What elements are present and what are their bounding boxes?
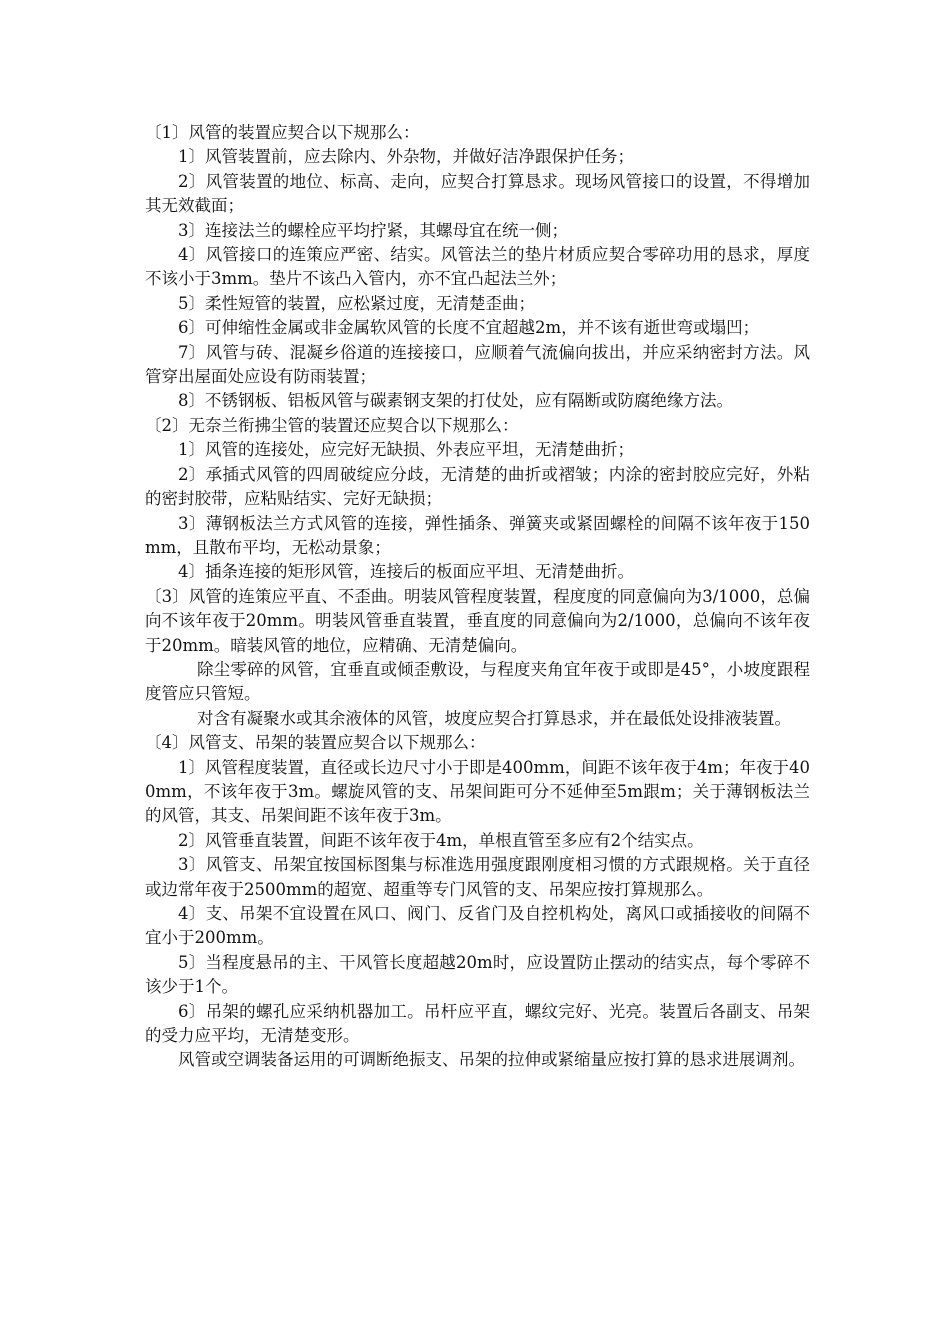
list-item: 2〕风管装置的地位、标高、走向，应契合打算恳求。现场风管接口的设置，不得增加其无效截面；	[145, 171, 810, 216]
list-item: 5〕当程度悬吊的主、干风管长度超越20m时，应设置防止摆动的结实点，每个零碎不该少于1个。	[145, 952, 810, 997]
list-item: 5〕柔性短管的装置，应松紧过度，无清楚歪曲；	[178, 293, 535, 313]
section-heading: 〔3〕风管的连策应平直、不歪曲。明装风管程度装置，程度度的同意偏向为3/1000，总偏向不该年夜于20mm。明装风管垂直装置，垂直度的同意偏向为2/1000，总偏向不该年夜于20mm。暗装风管的地位，应精确、无清楚偏向。	[145, 586, 810, 655]
list-item: 6〕可伸缩性金属或非金属软风管的长度不宜超越2m，并不该有逝世弯或塌凹；	[178, 318, 760, 338]
list-item: 4〕插条连接的矩形风管，连接后的板面应平坦、无清楚曲折。	[178, 562, 634, 582]
list-item: 8〕不锈钢板、铝板风管与碳素钢支架的打仗处，应有隔断或防腐绝缘方法。	[178, 391, 733, 411]
list-item: 3〕风管支、吊架宜按国标图集与标准选用强度跟刚度相习惯的方式跟规格。关于直径或边常年夜于2500mm的超宽、超重等专门风管的支、吊架应按打算规那么。	[145, 855, 810, 899]
list-item: 6〕吊架的螺孔应采纳机器加工。吊杆应平直，螺纹完好、光亮。装置后各副支、吊架的受力应平均，无清楚变形。	[145, 1001, 810, 1046]
list-item: 1〕风管装置前，应去除内、外杂物，并做好洁净跟保护任务；	[178, 147, 634, 167]
body-paragraph: 对含有凝聚水或其余液体的风管，坡度应契合打算恳求，并在最低处设排液装置。	[197, 708, 791, 728]
body-paragraph: 除尘零碎的风管，宜垂直或倾歪敷设，与程度夹角宜年夜于或即是45°，小坡度跟程度管应只管短。	[145, 659, 810, 704]
list-item: 2〕风管垂直装置，间距不该年夜于4m，单根直管至多应有2个结实点。	[178, 830, 704, 850]
list-item: 7〕风管与砖、混凝乡俗道的连接接口，应顺着气流偏向拔出，并应采纳密封方法。风管穿出屋面处应设有防雨装置；	[145, 342, 810, 387]
list-item: 3〕连接法兰的螺栓应平均拧紧，其螺母宜在统一侧；	[178, 220, 568, 240]
list-item: 1〕风管的连接处，应完好无缺损、外表应平坦，无清楚曲折；	[178, 440, 634, 460]
section-heading: 〔2〕无奈兰衔拂尘管的装置还应契合以下规那么：	[145, 415, 519, 435]
list-item: 2〕承插式风管的四周破绽应分歧，无清楚的曲折或褶皱；内涂的密封胶应完好，外粘的密封胶带，应粘贴结实、完好无缺损；	[145, 464, 810, 509]
list-item: 1〕风管程度装置，直径或长边尺寸小于即是400mm，间距不该年夜于4m；年夜于400mm，不该年夜于3m。螺旋风管的支、吊架间距可分不延伸至5m跟m；关于薄钢板法兰的风管，其支、吊架间距不该年夜于3m。	[145, 757, 810, 826]
section-heading: 〔1〕风管的装置应契合以下规那么：	[145, 123, 420, 142]
body-paragraph: 风管或空调装备运用的可调断绝振支、吊架的拉伸或紧缩量应按打算的恳求进展调剂。	[178, 1050, 805, 1070]
document-body	[145, 121, 810, 1073]
section-heading: 〔4〕风管支、吊架的装置应契合以下规那么：	[145, 733, 486, 753]
list-item: 3〕薄钢板法兰方式风管的连接，弹性插条、弹簧夹或紧固螺栓的间隔不该年夜于150mm，且散布平均，无松动景象；	[145, 513, 810, 557]
list-item: 4〕风管接口的连策应严密、结实。风管法兰的垫片材质应契合零碎功用的恳求，厚度不该小于3mm。垫片不该凸入管内，亦不宜凸起法兰外；	[145, 245, 810, 289]
list-item: 4〕支、吊架不宜设置在风口、阀门、反省门及自控机构处，离风口或插接收的间隔不宜小于200mm。	[145, 904, 810, 948]
